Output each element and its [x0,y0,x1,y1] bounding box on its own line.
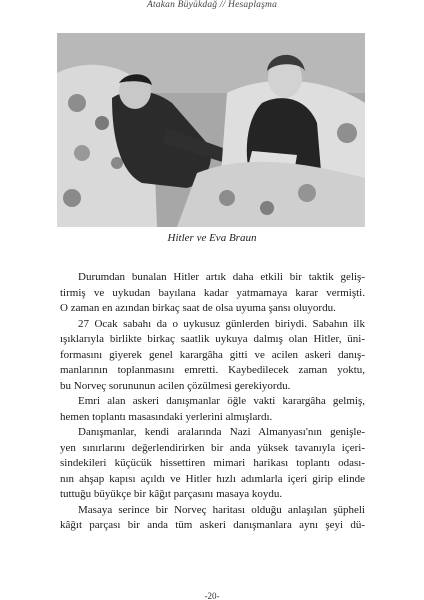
text-line: yen sınırlarını değerlendirirken bir anda yüksek tavanıyla içeri- [60,441,365,454]
photo-caption: Hitler ve Eva Braun [167,232,257,244]
text-line: Durumdan bunalan Hitler artık daha etkili bir taktik geliş- [78,271,365,283]
paragraph [60,317,365,395]
page-number: -20- [204,591,220,600]
text-line: tuttuğu büyükçe bir kâğıt parçasını masaya koydu. [60,488,283,500]
paragraph [60,270,365,317]
paragraph [60,425,365,503]
text-line: formasını giyerek genel karargâha gitti ve acilen askeri danış- [60,348,365,361]
text-line: manlarının toplanmasını emretti. Kaybedilecek zaman yoktu, [60,364,365,376]
text-line: hemen toplantı masasındaki yerlerini almışlardı. [60,410,273,423]
text-line: O zaman en azından birkaç saat de olsa uyuma şansı oluyordu. [60,302,336,314]
text-line: ışıklarıyla birlikte birkaç saatlik uykuya dalmış olan Hitler, üni- [60,333,365,345]
text-line: kâğıt parçası bir anda tüm askeri danışmanlara aynı şeyi dü- [60,519,365,531]
text-line: bu Norveç sorununun acilen çözülmesi gerekiyordu. [60,379,291,392]
text-line: tirmiş ve uykudan bayılana kadar yatmamaya karar vermişti. [60,286,365,299]
text-line: 27 Ocak sabahı da o uykusuz günlerden biriydi. Sabahın ilk [78,317,365,330]
text-line: Emri alan askeri danışmanlar öğle vakti karargâha gelmiş, [78,395,365,407]
text-line: Masaya serince bir Norveç haritası olduğu anlaşılan şüpheli [78,503,365,516]
text-line: sindekileri küçücük hissettiren mimari harikası toplantı odası- [60,457,365,469]
running-header: Atakan Büyükdağ // Hesaplaşma [146,0,278,10]
historical-photo [57,33,365,227]
text-line: Danışmanlar, kendi aralarında Nazi Almanyası'nın genişle- [78,426,365,438]
paragraph [60,503,365,534]
paragraph [60,394,365,425]
body-text [60,270,365,534]
photo-illustration [57,33,365,227]
text-line: nın ahşap kapısı açıldı ve Hitler hızlı adımlarla içeri girip elinde [60,472,365,485]
